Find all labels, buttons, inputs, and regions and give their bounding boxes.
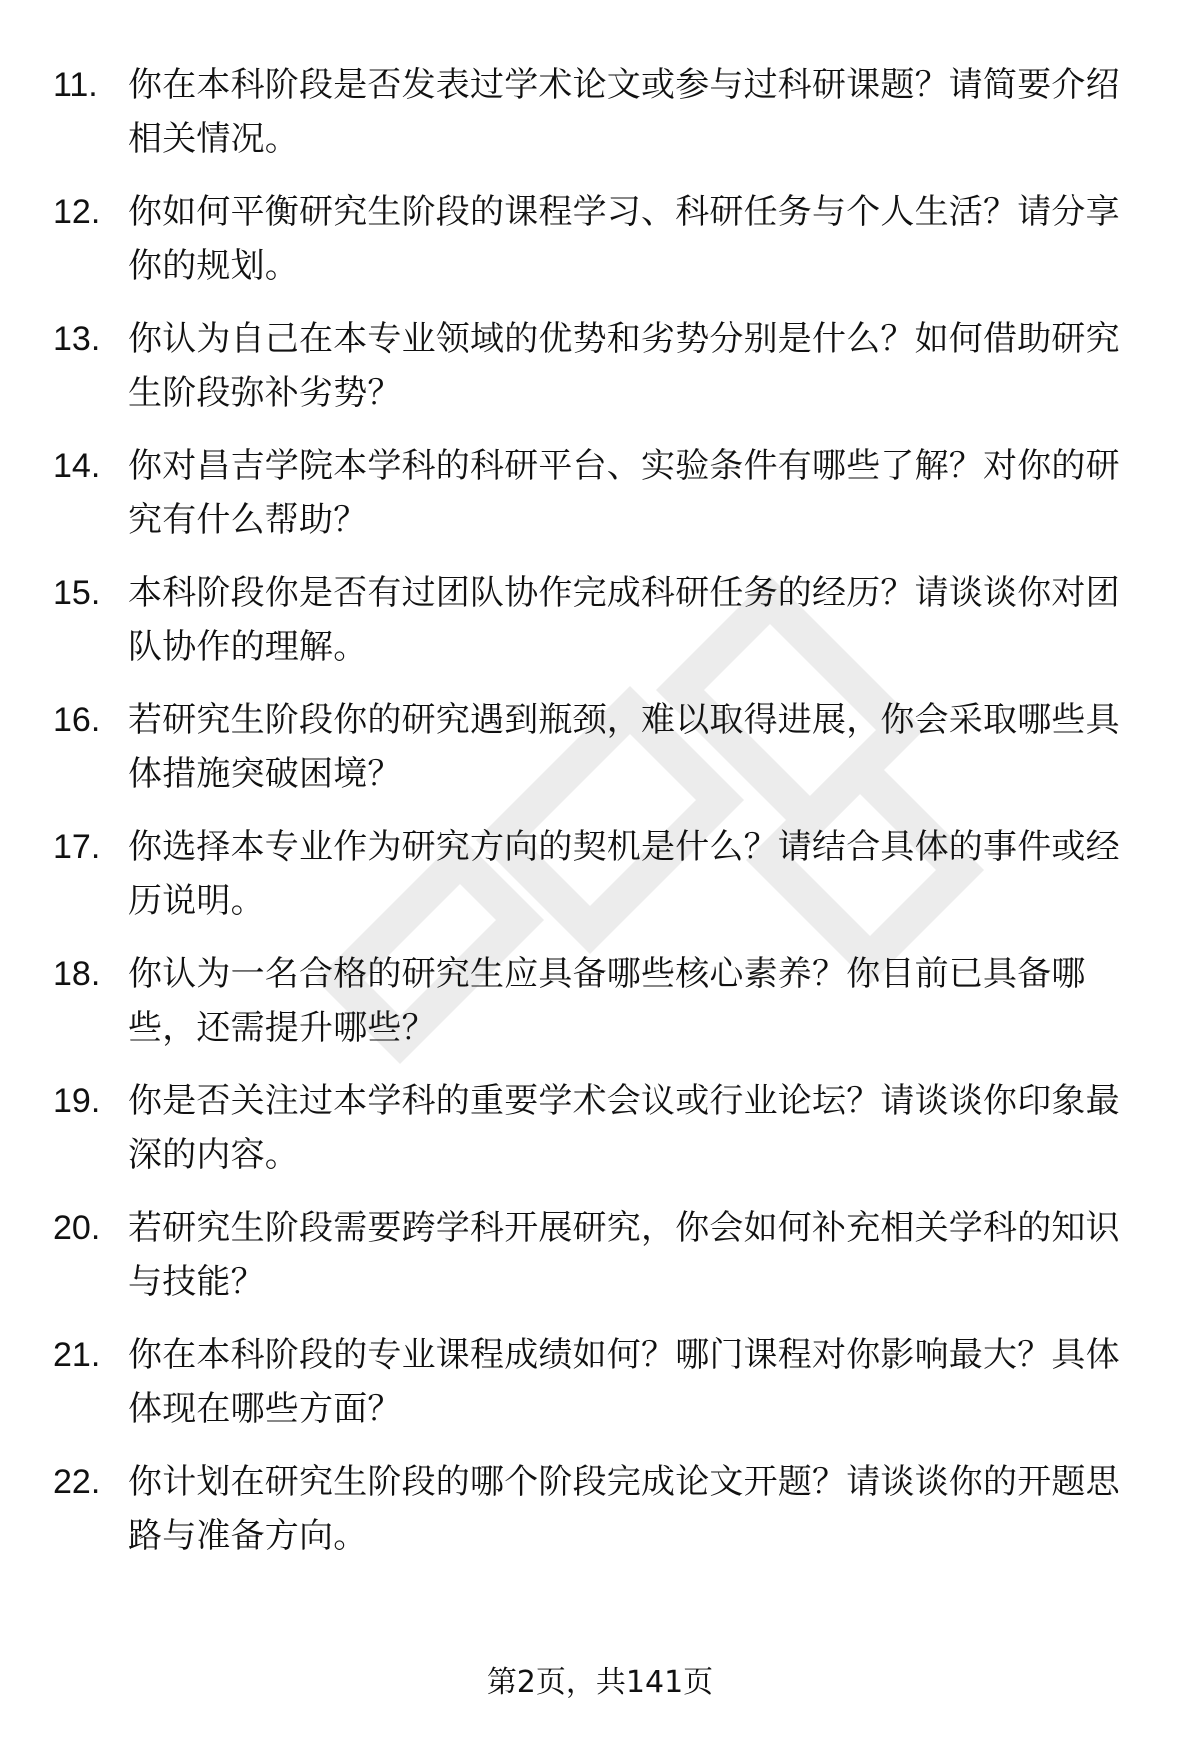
question-item <box>0 1328 1200 1455</box>
question-item <box>0 693 1200 820</box>
question-text: 你对昌吉学院本学科的科研平台、实验条件有哪些了解？对你的研究有什么帮助？ <box>128 446 1120 540</box>
question-number: 16. <box>53 701 101 739</box>
question-text: 你认为一名合格的研究生应具备哪些核心素养？你目前已具备哪些，还需提升哪些？ <box>128 954 1086 1048</box>
page-indicator: 第2页，共141页 <box>486 1665 714 1700</box>
question-text: 若研究生阶段需要跨学科开展研究，你会如何补充相关学科的知识与技能？ <box>128 1208 1120 1302</box>
question-item <box>0 820 1200 947</box>
question-text: 你如何平衡研究生阶段的课程学习、科研任务与个人生活？请分享你的规划。 <box>128 192 1120 286</box>
question-number: 14. <box>53 447 101 485</box>
question-item <box>0 947 1200 1074</box>
question-item <box>0 185 1200 312</box>
question-text: 你认为自己在本专业领域的优势和劣势分别是什么？如何借助研究生阶段弥补劣势？ <box>128 319 1120 413</box>
question-number: 18. <box>53 955 101 993</box>
question-list <box>0 58 1200 1582</box>
question-text: 你在本科阶段的专业课程成绩如何？哪门课程对你影响最大？具体体现在哪些方面？ <box>128 1335 1120 1429</box>
question-number: 11. <box>53 66 98 104</box>
question-item <box>0 1201 1200 1328</box>
question-number: 15. <box>53 574 101 612</box>
question-item <box>0 312 1200 439</box>
question-text: 你计划在研究生阶段的哪个阶段完成论文开题？请谈谈你的开题思路与准备方向。 <box>128 1462 1120 1556</box>
question-number: 12. <box>53 193 101 231</box>
question-text: 你在本科阶段是否发表过学术论文或参与过科研课题？请简要介绍相关情况。 <box>128 65 1120 159</box>
question-number: 20. <box>53 1209 101 1247</box>
question-text: 你选择本专业作为研究方向的契机是什么？请结合具体的事件或经历说明。 <box>128 827 1120 921</box>
question-number: 19. <box>53 1082 101 1120</box>
question-item <box>0 439 1200 566</box>
question-text: 若研究生阶段你的研究遇到瓶颈，难以取得进展，你会采取哪些具体措施突破困境？ <box>128 700 1120 794</box>
question-text: 本科阶段你是否有过团队协作完成科研任务的经历？请谈谈你对团队协作的理解。 <box>128 573 1120 667</box>
question-number: 22. <box>53 1463 101 1501</box>
question-number: 13. <box>53 320 101 358</box>
question-number: 21. <box>53 1336 101 1374</box>
question-item <box>0 1455 1200 1582</box>
question-text: 你是否关注过本学科的重要学术会议或行业论坛？请谈谈你印象最深的内容。 <box>128 1081 1120 1175</box>
question-number: 17. <box>53 828 101 866</box>
question-item <box>0 566 1200 693</box>
question-item <box>0 58 1200 185</box>
question-item <box>0 1074 1200 1201</box>
